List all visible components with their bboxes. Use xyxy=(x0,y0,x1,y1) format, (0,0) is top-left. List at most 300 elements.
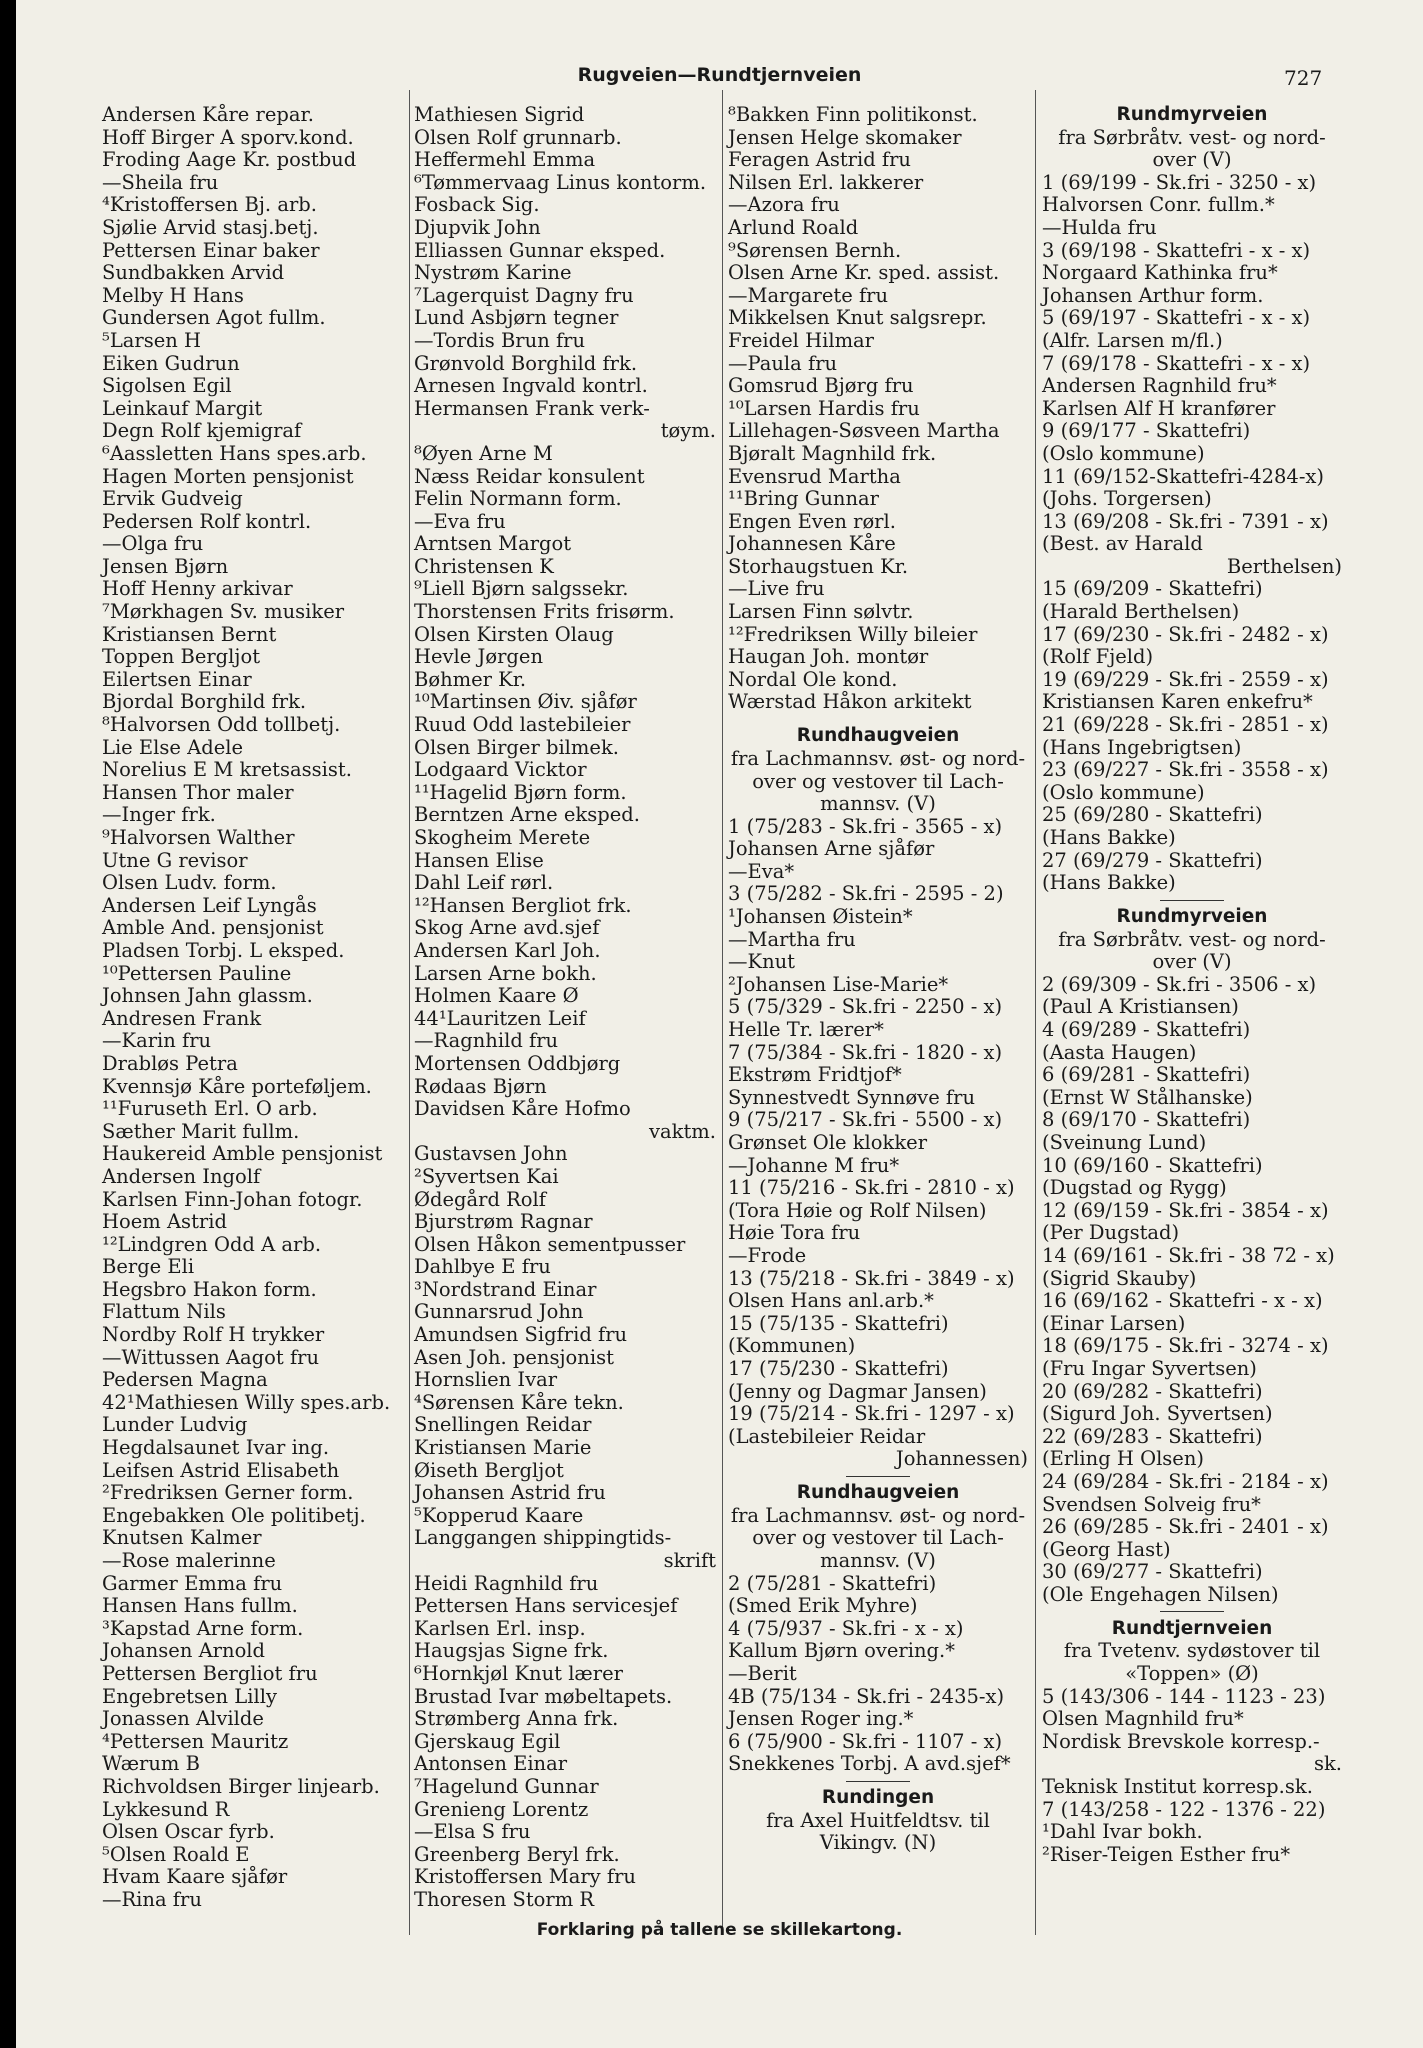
directory-entry: Thoresen Storm R xyxy=(414,1887,595,1911)
street-description: fra Lachmannsv. øst- og nord- xyxy=(730,746,1026,770)
directory-entry: 25 (69/280 - Skattefri) xyxy=(1042,803,1263,827)
street-heading: Rundmyrveien xyxy=(1116,906,1268,928)
directory-entry: —Hulda fru xyxy=(1042,215,1157,239)
directory-entry: 26 (69/285 - Sk.fri - 2401 - x) xyxy=(1042,1515,1329,1539)
directory-entry: Davidsen Kåre Hofmo xyxy=(414,1097,631,1121)
directory-entry: Andersen Ingolf xyxy=(102,1164,261,1188)
directory-entry: Svendsen Solveig fru* xyxy=(1042,1492,1261,1516)
directory-entry: Pedersen Magna xyxy=(102,1368,268,1392)
directory-entry: ⁷Hagelund Gunnar xyxy=(414,1774,599,1798)
directory-entry: Mortensen Oddbjørg xyxy=(414,1051,621,1075)
directory-entry: 6 (69/281 - Skattefri) xyxy=(1042,1063,1251,1087)
directory-entry: 30 (69/277 - Skattefri) xyxy=(1042,1560,1263,1584)
directory-entry: Mathiesen Sigrid xyxy=(414,103,585,126)
directory-entry: Halvorsen Conr. fullm.* xyxy=(1042,193,1275,217)
directory-entry: —Eva* xyxy=(728,859,795,883)
directory-entry: ⁴Sørensen Kåre tekn. xyxy=(414,1390,624,1414)
directory-entry: Næss Reidar konsulent xyxy=(414,464,645,488)
directory-entry: Olsen Oscar fyrb. xyxy=(102,1820,275,1844)
street-heading: Rundhaugveien xyxy=(796,725,960,747)
directory-entry: —Sheila fru xyxy=(102,170,219,194)
directory-entry: Degn Rolf kjemigraf xyxy=(102,419,302,443)
directory-entry: —Frode xyxy=(728,1243,807,1267)
directory-entry: Holmen Kaare Ø xyxy=(414,984,579,1008)
directory-entry: (Sveinung Lund) xyxy=(1042,1131,1207,1155)
directory-entry: 9 (75/217 - Sk.fri - 5500 - x) xyxy=(728,1108,1003,1132)
directory-entry: Langgangen shippingtids- xyxy=(414,1526,672,1550)
directory-entry: Arntsen Margot xyxy=(414,532,572,556)
directory-entry: Karlsen Finn-Johan fotogr. xyxy=(102,1187,363,1211)
directory-entry: Froding Aage Kr. postbud xyxy=(102,148,357,172)
directory-entry: Sjølie Arvid stasj.betj. xyxy=(102,215,319,239)
directory-entry: Larsen Arne bokh. xyxy=(414,961,597,985)
directory-entry: —Tordis Brun fru xyxy=(414,328,586,352)
street-description: over (V) xyxy=(1152,148,1232,172)
directory-entry: ⁸Øyen Arne M xyxy=(414,441,553,465)
directory-entry: ⁹Halvorsen Walther xyxy=(102,826,295,849)
directory-entry: Garmer Emma fru xyxy=(102,1571,283,1595)
directory-entry: 14 (69/161 - Sk.fri - 38 72 - x) xyxy=(1042,1243,1335,1267)
directory-entry: ²Johansen Lise-Marie* xyxy=(728,972,949,996)
directory-entry: (Sigurd Joh. Syvertsen) xyxy=(1042,1402,1273,1426)
directory-entry: Antonsen Einar xyxy=(414,1752,568,1776)
street-description: «Toppen» (Ø) xyxy=(1125,1661,1259,1685)
directory-entry: 5 (69/197 - Skattefri - x - x) xyxy=(1042,306,1311,330)
directory-entry: (Fru Ingar Syvertsen) xyxy=(1042,1356,1257,1380)
directory-entry: Jensen Roger ing.* xyxy=(728,1707,914,1731)
directory-entry: Grønvold Borghild frk. xyxy=(414,351,638,375)
directory-entry: Johannessen) xyxy=(895,1447,1028,1471)
directory-entry: Synnestvedt Synnøve fru xyxy=(728,1085,976,1109)
directory-entry: (Einar Larsen) xyxy=(1042,1311,1186,1335)
directory-entry: Andersen Leif Lyngås xyxy=(102,893,317,917)
directory-entry: Hoff Henny arkivar xyxy=(102,577,293,601)
directory-entry: Skog Arne avd.sjef xyxy=(414,916,600,940)
directory-entry: (Ernst W Stålhanske) xyxy=(1042,1085,1253,1109)
column-rule xyxy=(1035,90,1036,1935)
directory-entry: Nordby Rolf H trykker xyxy=(102,1323,325,1347)
directory-entry: ¹⁰Martinsen Øiv. sjåfør xyxy=(414,690,637,714)
directory-entry: Høie Tora fru xyxy=(728,1221,861,1245)
directory-entry: ¹¹Bring Gunnar xyxy=(728,487,879,511)
directory-entry: —Live fru xyxy=(728,577,825,601)
directory-entry: Lie Else Adele xyxy=(102,735,244,759)
directory-entry: Engebretsen Lilly xyxy=(102,1684,277,1708)
directory-entry: Evensrud Martha xyxy=(728,464,901,488)
directory-entry: Karlsen Erl. insp. xyxy=(414,1616,586,1640)
directory-entry: —Ragnhild fru xyxy=(414,1029,559,1053)
directory-entry: (Sigrid Skauby) xyxy=(1042,1266,1197,1290)
directory-entry: ⁸Bakken Finn politikonst. xyxy=(728,103,978,126)
directory-entry: —Elsa S fru xyxy=(414,1820,531,1844)
directory-entry: Asen Joh. pensjonist xyxy=(414,1345,614,1369)
street-description: over (V) xyxy=(1152,950,1232,974)
directory-entry: Engebakken Ole politibetj. xyxy=(102,1503,366,1527)
directory-entry: 4 (75/937 - Sk.fri - x - x) xyxy=(728,1616,964,1640)
directory-entry: (Aasta Haugen) xyxy=(1042,1040,1197,1064)
directory-entry: Teknisk Institut korresp.sk. xyxy=(1042,1774,1313,1798)
directory-entry: Olsen Kirsten Olaug xyxy=(414,622,614,646)
directory-entry: Hegsbro Hakon form. xyxy=(102,1277,317,1301)
directory-entry: 22 (69/283 - Skattefri) xyxy=(1042,1424,1263,1448)
directory-entry: 8 (69/170 - Skattefri) xyxy=(1042,1108,1251,1132)
directory-entry: Dahlbye E fru xyxy=(414,1255,551,1279)
directory-entry: (Smed Erik Myhre) xyxy=(728,1594,918,1618)
directory-entry: Andersen Karl Joh. xyxy=(414,938,601,962)
directory-entry: 2 (69/309 - Sk.fri - 3506 - x) xyxy=(1042,972,1317,996)
directory-entry: (Lastebileier Reidar xyxy=(728,1424,926,1448)
section-separator xyxy=(1042,895,1342,906)
directory-entry: Norelius E M kretsassist. xyxy=(102,758,352,782)
directory-entry: Hoem Astrid xyxy=(102,1210,227,1234)
directory-entry: 21 (69/228 - Sk.fri - 2851 - x) xyxy=(1042,713,1329,737)
directory-entry: Thorstensen Frits frisørm. xyxy=(414,600,675,624)
directory-entry: Amble And. pensjonist xyxy=(102,916,324,940)
directory-entry: 19 (69/229 - Sk.fri - 2559 - x) xyxy=(1042,667,1329,691)
directory-entry: Lunder Ludvig xyxy=(102,1413,248,1437)
directory-entry: ¹¹Furuseth Erl. O arb. xyxy=(102,1097,318,1121)
directory-entry: Berntzen Arne eksped. xyxy=(414,803,640,827)
directory-entry: (Paul A Kristiansen) xyxy=(1042,995,1239,1019)
directory-entry: ⁶Aassletten Hans spes.arb. xyxy=(102,441,367,465)
street-description: fra Axel Huitfeldtsv. til xyxy=(766,1808,990,1832)
directory-entry: skrift xyxy=(663,1549,716,1572)
directory-entry: Lodgaard Vicktor xyxy=(414,758,587,782)
directory-entry: (Jenny og Dagmar Jansen) xyxy=(728,1379,987,1403)
directory-entry: Øiseth Bergljot xyxy=(414,1458,564,1482)
directory-entry: Olsen Hans anl.arb.* xyxy=(728,1289,934,1313)
directory-entry: Hevle Jørgen xyxy=(414,645,543,669)
directory-entry: Lillehagen-Søsveen Martha xyxy=(728,419,1000,443)
street-description: over og vestover til Lach- xyxy=(752,769,1004,793)
directory-entry: ⁶Hornkjøl Knut lærer xyxy=(414,1661,623,1685)
directory-entry: tøym. xyxy=(660,419,716,443)
directory-entry: Storhaugstuen Kr. xyxy=(728,554,909,578)
directory-entry: Andresen Frank xyxy=(102,1006,262,1030)
directory-entry: Hansen Thor maler xyxy=(102,780,294,804)
directory-entry: —Inger frk. xyxy=(102,803,216,827)
directory-entry: 12 (69/159 - Sk.fri - 3854 - x) xyxy=(1042,1198,1329,1222)
directory-entry: ²Fredriksen Gerner form. xyxy=(102,1481,354,1505)
directory-entry: Kristiansen Bernt xyxy=(102,622,277,646)
directory-entry: (Rolf Fjeld) xyxy=(1042,645,1154,669)
directory-entry: Eilertsen Einar xyxy=(102,667,252,691)
directory-entry: Strømberg Anna frk. xyxy=(414,1707,619,1731)
street-description: fra Tvetenv. sydøstover til xyxy=(1063,1639,1321,1663)
directory-entry: Kallum Bjørn overing.* xyxy=(728,1639,955,1663)
directory-entry: Gundersen Agot fullm. xyxy=(102,306,326,330)
directory-entry: (Kommunen) xyxy=(728,1334,856,1358)
directory-entry: Snekkenes Torbj. A avd.sjef* xyxy=(728,1752,1011,1776)
directory-entry: Berthelsen) xyxy=(1226,554,1342,578)
street-heading: Rundhaugveien xyxy=(796,1482,960,1504)
directory-column-4 xyxy=(1042,104,1342,1866)
directory-entry: Pettersen Einar baker xyxy=(102,238,320,262)
column-rule xyxy=(722,90,723,1935)
directory-entry: 13 (75/218 - Sk.fri - 3849 - x) xyxy=(728,1266,1015,1290)
directory-entry: ⁴Kristoffersen Bj. arb. xyxy=(102,193,317,217)
directory-entry: 1 (69/199 - Sk.fri - 3250 - x) xyxy=(1042,170,1317,194)
directory-entry: Nystrøm Karine xyxy=(414,261,572,285)
directory-entry: 42¹Mathiesen Willy spes.arb. xyxy=(102,1390,391,1414)
directory-entry: ³Nordstrand Einar xyxy=(414,1277,597,1301)
directory-entry: ¹²Lindgren Odd A arb. xyxy=(102,1232,322,1256)
directory-entry: Hegdalsaunet Ivar ing. xyxy=(102,1436,330,1460)
directory-entry: 18 (69/175 - Sk.fri - 3274 - x) xyxy=(1042,1334,1329,1358)
directory-entry: Heffermehl Emma xyxy=(414,148,596,172)
street-description: over og vestover til Lach- xyxy=(752,1526,1004,1550)
directory-entry: Helle Tr. lærer* xyxy=(728,1018,884,1042)
directory-entry: —Johanne M fru* xyxy=(728,1153,900,1177)
directory-column-1 xyxy=(102,104,402,1912)
directory-entry: 23 (69/227 - Sk.fri - 3558 - x) xyxy=(1042,758,1329,782)
directory-entry: Amundsen Sigfrid fru xyxy=(414,1323,628,1347)
directory-entry: 10 (69/160 - Skattefri) xyxy=(1042,1153,1263,1177)
directory-entry: Sigolsen Egil xyxy=(102,374,232,398)
directory-entry: —Olga fru xyxy=(102,532,204,556)
directory-entry: ⁹Sørensen Bernh. xyxy=(728,238,902,262)
directory-entry: Pedersen Rolf kontrl. xyxy=(102,509,312,533)
directory-entry: Jensen Helge skomaker xyxy=(728,125,962,149)
directory-entry: Olsen Håkon sementpusser xyxy=(414,1232,686,1256)
directory-entry: Richvoldsen Birger linjearb. xyxy=(102,1774,380,1798)
directory-entry: Utne G revisor xyxy=(102,848,248,872)
directory-entry: Olsen Arne Kr. sped. assist. xyxy=(728,261,1000,285)
directory-entry: ¹⁰Larsen Hardis fru xyxy=(728,396,920,420)
directory-entry: 17 (69/230 - Sk.fri - 2482 - x) xyxy=(1042,622,1329,646)
directory-entry: Wærum B xyxy=(102,1752,200,1776)
directory-entry: —Rina fru xyxy=(102,1887,202,1911)
directory-entry: Melby H Hans xyxy=(102,283,244,307)
directory-entry: —Berit xyxy=(728,1661,797,1685)
street-heading: Rundingen xyxy=(821,1787,935,1809)
directory-entry: Bjurstrøm Ragnar xyxy=(414,1210,593,1234)
directory-entry: Gunnarsrud John xyxy=(414,1300,584,1324)
directory-entry: 9 (69/177 - Skattefri) xyxy=(1042,419,1251,443)
directory-entry: —Azora fru xyxy=(728,193,840,217)
section-separator xyxy=(728,1776,1028,1787)
directory-entry: 6 (75/900 - Sk.fri - 1107 - x) xyxy=(728,1729,1003,1753)
directory-entry: (Alfr. Larsen m/fl.) xyxy=(1042,328,1223,352)
section-separator xyxy=(1042,1606,1342,1617)
directory-entry: Nordal Ole kond. xyxy=(728,667,898,691)
directory-entry: Grenieng Lorentz xyxy=(414,1797,589,1821)
directory-entry: Mikkelsen Knut salgsrepr. xyxy=(728,306,987,330)
directory-entry: Leinkauf Margit xyxy=(102,396,263,420)
directory-entry: 17 (75/230 - Skattefri) xyxy=(728,1356,949,1380)
directory-entry: Bøhmer Kr. xyxy=(414,667,527,691)
directory-column-3 xyxy=(728,104,1028,1855)
directory-entry: Andersen Ragnhild fru* xyxy=(1042,374,1277,398)
directory-entry: Johansen Arthur form. xyxy=(1042,283,1264,307)
directory-entry: Olsen Ludv. form. xyxy=(102,871,277,895)
directory-entry: (Per Dugstad) xyxy=(1042,1221,1180,1245)
directory-entry: 7 (75/384 - Sk.fri - 1820 - x) xyxy=(728,1040,1003,1064)
directory-column-2 xyxy=(414,104,716,1912)
directory-page xyxy=(16,0,1423,2048)
directory-entry: 44¹Lauritzen Leif xyxy=(414,1006,586,1030)
directory-entry: Pladsen Torbj. L eksped. xyxy=(102,938,345,962)
page-number: 727 xyxy=(1284,66,1323,90)
directory-entry: Haugsjas Signe frk. xyxy=(414,1639,609,1663)
directory-entry: Eiken Gudrun xyxy=(102,351,240,375)
page-title: Rugveien—Rundtjernveien xyxy=(577,64,862,86)
directory-entry: (Best. av Harald xyxy=(1042,532,1203,556)
directory-entry: 2 (75/281 - Skattefri) xyxy=(728,1571,937,1595)
directory-entry: Hermansen Frank verk- xyxy=(414,396,650,420)
directory-entry: Flattum Nils xyxy=(102,1300,226,1324)
directory-entry: —Paula fru xyxy=(728,351,838,375)
directory-entry: 1 (75/283 - Sk.fri - 3565 - x) xyxy=(728,814,1003,838)
street-description: mannsv. (V) xyxy=(820,792,936,816)
directory-entry: ¹Johansen Øistein* xyxy=(728,905,913,929)
directory-entry: Hagen Morten pensjonist xyxy=(102,464,354,488)
directory-entry: (Johs. Torgersen) xyxy=(1042,487,1212,511)
directory-entry: ⁵Larsen H xyxy=(102,328,202,352)
directory-entry: Toppen Bergljot xyxy=(102,645,261,669)
directory-entry: Leifsen Astrid Elisabeth xyxy=(102,1458,340,1482)
section-separator xyxy=(728,1471,1028,1482)
directory-entry: Hornslien Ivar xyxy=(414,1368,558,1392)
directory-entry: Johansen Arne sjåfør xyxy=(728,837,935,861)
directory-entry: Gustavsen John xyxy=(414,1142,568,1166)
directory-entry: Ekstrøm Fridtjof* xyxy=(728,1063,902,1087)
directory-entry: (Hans Ingebrigtsen) xyxy=(1042,735,1242,759)
directory-entry: 13 (69/208 - Sk.fri - 7391 - x) xyxy=(1042,509,1329,533)
directory-entry: 5 (143/306 - 144 - 1123 - 23) xyxy=(1042,1684,1326,1708)
street-description: fra Lachmannsv. øst- og nord- xyxy=(730,1503,1026,1527)
directory-entry: Larsen Finn sølvtr. xyxy=(728,600,914,624)
directory-entry: Elliassen Gunnar eksped. xyxy=(414,238,666,262)
directory-entry: ¹²Hansen Bergliot frk. xyxy=(414,893,632,917)
directory-entry: 20 (69/282 - Skattefri) xyxy=(1042,1379,1263,1403)
directory-entry: Nilsen Erl. lakkerer xyxy=(728,170,924,194)
directory-entry: 15 (69/209 - Skattefri) xyxy=(1042,577,1263,601)
directory-entry: Berge Eli xyxy=(102,1255,195,1279)
directory-entry: 3 (75/282 - Sk.fri - 2595 - 2) xyxy=(728,882,1004,906)
directory-entry: Gomsrud Bjørg fru xyxy=(728,374,914,398)
directory-entry: Kristiansen Marie xyxy=(414,1436,592,1460)
directory-entry: 4B (75/134 - Sk.fri - 2435-x) xyxy=(728,1684,1005,1708)
directory-entry: ⁴Pettersen Mauritz xyxy=(102,1729,289,1753)
directory-entry: Kristoffersen Mary fru xyxy=(414,1865,636,1889)
directory-entry: (Oslo kommune) xyxy=(1042,441,1205,465)
street-description: Vikingv. (N) xyxy=(819,1831,937,1855)
directory-entry: Grønset Ole klokker xyxy=(728,1131,928,1155)
directory-entry: Haugan Joh. montør xyxy=(728,645,929,669)
directory-entry: Norgaard Kathinka fru* xyxy=(1042,261,1278,285)
directory-entry: Christensen K xyxy=(414,554,554,578)
directory-entry: 7 (69/178 - Skattefri - x - x) xyxy=(1042,351,1311,375)
directory-entry: Sæther Marit fullm. xyxy=(102,1119,300,1143)
directory-entry: ¹¹Hagelid Bjørn form. xyxy=(414,780,627,804)
directory-entry: ⁵Olsen Roald E xyxy=(102,1842,250,1866)
directory-entry: (Hans Bakke) xyxy=(1042,871,1176,895)
directory-entry: (Harald Berthelsen) xyxy=(1042,600,1240,624)
directory-entry: Brustad Ivar møbeltapets. xyxy=(414,1684,673,1708)
directory-entry: ⁷Lagerquist Dagny fru xyxy=(414,283,634,307)
directory-entry: Arlund Roald xyxy=(728,215,859,239)
directory-entry: Bjøralt Magnhild frk. xyxy=(728,441,937,465)
directory-entry: ¹²Fredriksen Willy bileier xyxy=(728,622,978,646)
directory-entry: Sundbakken Arvid xyxy=(102,261,285,285)
directory-entry: Lykkesund R xyxy=(102,1797,230,1821)
directory-entry: 19 (75/214 - Sk.fri - 1297 - x) xyxy=(728,1402,1015,1426)
directory-entry: Fosback Sig. xyxy=(414,193,540,217)
directory-entry: Greenberg Beryl frk. xyxy=(414,1842,620,1866)
directory-entry: —Wittussen Aagot fru xyxy=(102,1345,320,1369)
directory-entry: —Karin fru xyxy=(102,1029,212,1053)
directory-entry: sk. xyxy=(1313,1752,1342,1776)
directory-entry: Olsen Magnhild fru* xyxy=(1042,1707,1244,1731)
directory-entry: —Rose malerinne xyxy=(102,1549,276,1572)
directory-entry: ⁹Liell Bjørn salgssekr. xyxy=(414,577,629,601)
directory-entry: (Hans Bakke) xyxy=(1042,826,1176,849)
directory-entry: 11 (69/152-Skattefri-4284-x) xyxy=(1042,464,1325,488)
directory-entry: Bjordal Borghild frk. xyxy=(102,690,307,714)
directory-entry: 27 (69/279 - Skattefri) xyxy=(1042,848,1263,872)
directory-entry: 24 (69/284 - Sk.fri - 2184 - x) xyxy=(1042,1469,1329,1493)
directory-entry: Arnesen Ingvald kontrl. xyxy=(414,374,648,398)
street-description: fra Sørbråtv. vest- og nord- xyxy=(1058,927,1326,951)
directory-entry: Hansen Hans fullm. xyxy=(102,1594,298,1618)
directory-entry: Knutsen Kalmer xyxy=(102,1526,262,1550)
directory-entry: ³Kapstad Arne form. xyxy=(102,1616,304,1640)
directory-entry: Jonassen Alvilde xyxy=(102,1707,264,1731)
directory-entry: Ruud Odd lastebileier xyxy=(414,713,631,737)
directory-entry: (Ole Engehagen Nilsen) xyxy=(1042,1582,1279,1606)
directory-entry: 5 (75/329 - Sk.fri - 2250 - x) xyxy=(728,995,1003,1019)
directory-entry: (Dugstad og Rygg) xyxy=(1042,1176,1227,1200)
directory-entry: Pettersen Hans servicesjef xyxy=(414,1594,678,1618)
directory-entry: ⁶Tømmervaag Linus kontorm. xyxy=(414,170,707,194)
directory-entry: 3 (69/198 - Skattefri - x - x) xyxy=(1042,238,1311,262)
directory-entry: Lund Asbjørn tegner xyxy=(414,306,619,330)
directory-entry: 4 (69/289 - Skattefri) xyxy=(1042,1018,1251,1042)
directory-entry: Johansen Astrid fru xyxy=(414,1481,606,1505)
directory-entry: ¹Dahl Ivar bokh. xyxy=(1042,1820,1203,1844)
street-heading: Rundtjernveien xyxy=(1111,1617,1273,1639)
directory-entry: ²Riser-Teigen Esther fru* xyxy=(1042,1842,1291,1866)
directory-entry: Feragen Astrid fru xyxy=(728,148,911,172)
directory-entry: 11 (75/216 - Sk.fri - 2810 - x) xyxy=(728,1176,1015,1200)
directory-entry: Jensen Bjørn xyxy=(102,554,229,578)
directory-entry: —Eva fru xyxy=(414,509,506,533)
directory-entry: ²Syvertsen Kai xyxy=(414,1164,559,1188)
directory-entry: Drabløs Petra xyxy=(102,1051,238,1075)
directory-entry: (Erling H Olsen) xyxy=(1042,1447,1205,1471)
directory-entry: ⁵Kopperud Kaare xyxy=(414,1503,584,1527)
directory-entry: Hoff Birger A sporv.kond. xyxy=(102,125,354,149)
directory-entry: ⁷Mørkhagen Sv. musiker xyxy=(102,600,345,624)
directory-entry: Hansen Elise xyxy=(414,848,544,872)
directory-entry: (Georg Hast) xyxy=(1042,1537,1171,1561)
directory-entry: 16 (69/162 - Skattefri - x - x) xyxy=(1042,1289,1323,1313)
directory-entry: Johansen Arnold xyxy=(102,1639,266,1663)
directory-entry: Johnsen Jahn glassm. xyxy=(102,984,313,1008)
directory-entry: vaktm. xyxy=(649,1119,716,1143)
directory-entry: Ervik Gudveig xyxy=(102,487,243,511)
directory-entry: Kvennsjø Kåre porteføljem. xyxy=(102,1074,372,1098)
directory-entry: Freidel Hilmar xyxy=(728,328,875,352)
directory-entry: Snellingen Reidar xyxy=(414,1413,592,1437)
directory-entry: —Margarete fru xyxy=(728,283,889,307)
directory-entry: Dahl Leif rørl. xyxy=(414,871,554,895)
directory-entry: Hvam Kaare sjåfør xyxy=(102,1865,288,1889)
directory-entry: 7 (143/258 - 122 - 1376 - 22) xyxy=(1042,1797,1326,1821)
directory-entry: (Tora Høie og Rolf Nilsen) xyxy=(728,1198,987,1222)
directory-entry: Heidi Ragnhild fru xyxy=(414,1571,599,1595)
